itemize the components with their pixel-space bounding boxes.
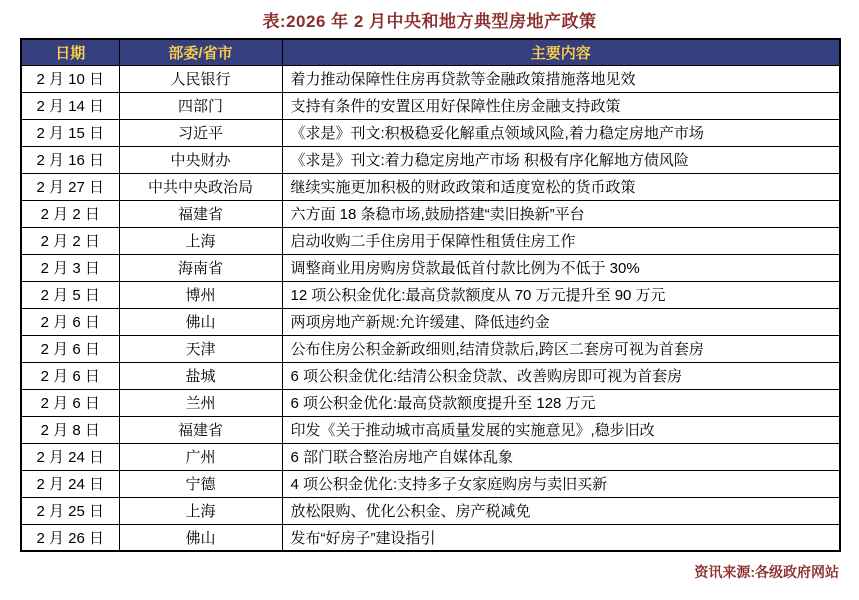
table-row bbox=[21, 254, 840, 281]
table-cell-date: 2 月 14 日 bbox=[21, 92, 119, 119]
table-row bbox=[21, 65, 840, 92]
table-cell-date: 2 月 25 日 bbox=[21, 497, 119, 524]
table-cell-content: 启动收购二手住房用于保障性租赁住房工作 bbox=[282, 227, 840, 254]
table-cell-date: 2 月 6 日 bbox=[21, 362, 119, 389]
table-cell-date: 2 月 8 日 bbox=[21, 416, 119, 443]
table-cell-date: 2 月 24 日 bbox=[21, 470, 119, 497]
table-cell-org: 中央财办 bbox=[119, 146, 282, 173]
table-cell-date: 2 月 6 日 bbox=[21, 308, 119, 335]
table-cell-org: 佛山 bbox=[119, 308, 282, 335]
table-header-row bbox=[21, 39, 840, 65]
table-cell-date: 2 月 3 日 bbox=[21, 254, 119, 281]
table-cell-org: 福建省 bbox=[119, 200, 282, 227]
table-row bbox=[21, 92, 840, 119]
table-cell-date: 2 月 27 日 bbox=[21, 173, 119, 200]
table-row bbox=[21, 362, 840, 389]
table-cell-date: 2 月 6 日 bbox=[21, 335, 119, 362]
table-cell-content: 公布住房公积金新政细则,结清贷款后,跨区二套房可视为首套房 bbox=[282, 335, 840, 362]
table-cell-content: 放松限购、优化公积金、房产税减免 bbox=[282, 497, 840, 524]
table-cell-date: 2 月 2 日 bbox=[21, 200, 119, 227]
page-title: 表:2026 年 2 月中央和地方典型房地产政策 bbox=[262, 12, 597, 31]
table-cell-content: 12 项公积金优化:最高贷款额度从 70 万元提升至 90 万元 bbox=[282, 281, 840, 308]
table-cell-date: 2 月 5 日 bbox=[21, 281, 119, 308]
source-note: 资讯来源:各级政府网站 bbox=[694, 564, 839, 580]
table-cell-content: 4 项公积金优化:支持多子女家庭购房与卖旧买新 bbox=[282, 470, 840, 497]
table-cell-org: 海南省 bbox=[119, 254, 282, 281]
table-cell-org: 兰州 bbox=[119, 389, 282, 416]
table-cell-org: 宁德 bbox=[119, 470, 282, 497]
table-cell-date: 2 月 15 日 bbox=[21, 119, 119, 146]
table-cell-content: 继续实施更加积极的财政政策和适度宽松的货币政策 bbox=[282, 173, 840, 200]
table-cell-org: 四部门 bbox=[119, 92, 282, 119]
table-row bbox=[21, 497, 840, 524]
table-cell-org: 博州 bbox=[119, 281, 282, 308]
table-cell-content: 六方面 18 条稳市场,鼓励搭建“卖旧换新”平台 bbox=[282, 200, 840, 227]
table-cell-org: 人民银行 bbox=[119, 65, 282, 92]
table-cell-content: 两项房地产新规:允许缓建、降低违约金 bbox=[282, 308, 840, 335]
table-cell-org: 上海 bbox=[119, 497, 282, 524]
table-cell-content: 6 项公积金优化:最高贷款额度提升至 128 万元 bbox=[282, 389, 840, 416]
table-cell-org: 福建省 bbox=[119, 416, 282, 443]
table-cell-date: 2 月 6 日 bbox=[21, 389, 119, 416]
table-cell-org: 中共中央政治局 bbox=[119, 173, 282, 200]
table-row bbox=[21, 308, 840, 335]
table-cell-date: 2 月 24 日 bbox=[21, 443, 119, 470]
table-cell-org: 盐城 bbox=[119, 362, 282, 389]
table-cell-content: 《求是》刊文:着力稳定房地产市场 积极有序化解地方债风险 bbox=[282, 146, 840, 173]
table-row bbox=[21, 227, 840, 254]
table-header bbox=[21, 39, 840, 65]
table-cell-content: 6 项公积金优化:结清公积金贷款、改善购房即可视为首套房 bbox=[282, 362, 840, 389]
table-cell-content: 《求是》刊文:积极稳妥化解重点领域风险,着力稳定房地产市场 bbox=[282, 119, 840, 146]
table-row bbox=[21, 119, 840, 146]
table-cell-content: 调整商业用房购房贷款最低首付款比例为不低于 30% bbox=[282, 254, 840, 281]
column-header-content: 主要内容 bbox=[282, 39, 840, 65]
table-cell-org: 天津 bbox=[119, 335, 282, 362]
policy-table bbox=[20, 38, 841, 552]
table-cell-date: 2 月 16 日 bbox=[21, 146, 119, 173]
table-row bbox=[21, 335, 840, 362]
table-row bbox=[21, 416, 840, 443]
column-header-org: 部委/省市 bbox=[119, 39, 282, 65]
table-row bbox=[21, 389, 840, 416]
column-header-date: 日期 bbox=[21, 39, 119, 65]
table-cell-content: 支持有条件的安置区用好保障性住房金融支持政策 bbox=[282, 92, 840, 119]
table-row bbox=[21, 281, 840, 308]
table-body bbox=[21, 65, 840, 551]
table-cell-org: 广州 bbox=[119, 443, 282, 470]
table-cell-content: 发布“好房子”建设指引 bbox=[282, 524, 840, 551]
table-cell-org: 上海 bbox=[119, 227, 282, 254]
table-cell-content: 6 部门联合整治房地产自媒体乱象 bbox=[282, 443, 840, 470]
table-row bbox=[21, 173, 840, 200]
table-row bbox=[21, 146, 840, 173]
table-cell-date: 2 月 26 日 bbox=[21, 524, 119, 551]
table-cell-date: 2 月 2 日 bbox=[21, 227, 119, 254]
table-cell-date: 2 月 10 日 bbox=[21, 65, 119, 92]
table-cell-content: 着力推动保障性住房再贷款等金融政策措施落地见效 bbox=[282, 65, 840, 92]
table-row bbox=[21, 200, 840, 227]
table-row bbox=[21, 524, 840, 551]
table-cell-org: 习近平 bbox=[119, 119, 282, 146]
table-row bbox=[21, 443, 840, 470]
table-cell-content: 印发《关于推动城市高质量发展的实施意见》,稳步旧改 bbox=[282, 416, 840, 443]
table-row bbox=[21, 470, 840, 497]
table-cell-org: 佛山 bbox=[119, 524, 282, 551]
